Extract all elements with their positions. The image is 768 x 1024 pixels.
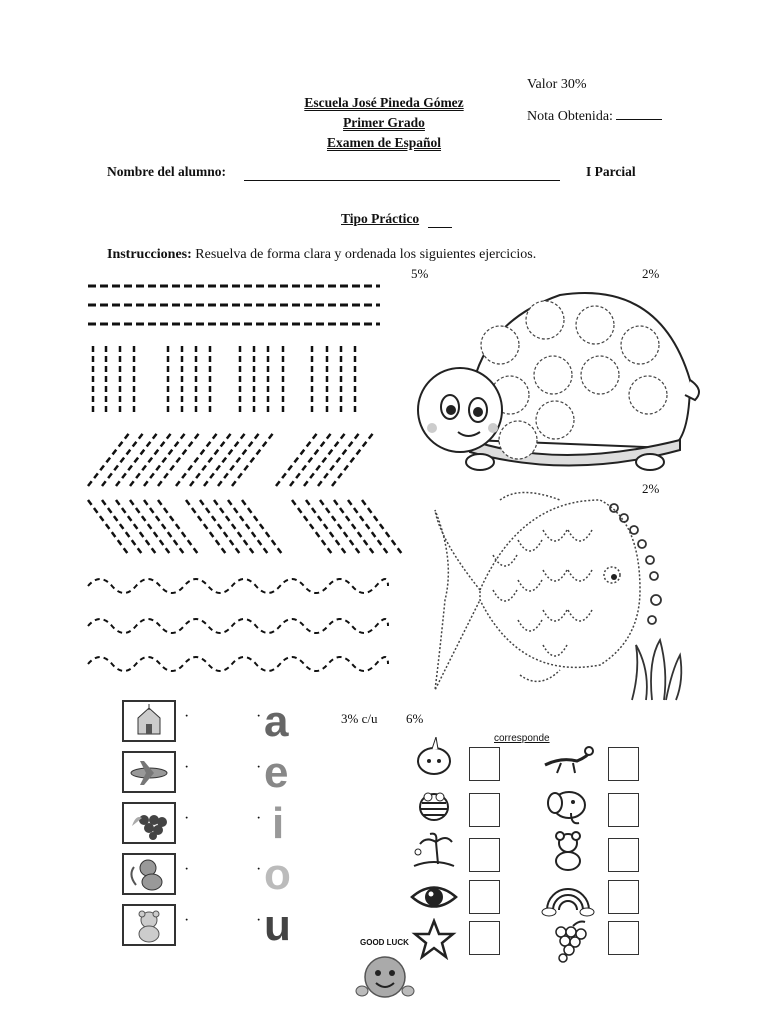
answer-box[interactable]: [608, 921, 639, 955]
vowel-i: i: [272, 799, 285, 848]
instructions-text: Resuelva de forma clara y ordenada los siguientes ejercicios.: [195, 247, 537, 262]
match-score: 6%: [406, 711, 424, 726]
fish-scale[interactable]: [568, 530, 592, 541]
match-dot[interactable]: ·: [184, 759, 190, 776]
eye-icon: [408, 876, 460, 918]
fish-score: 2%: [642, 481, 660, 496]
answer-box[interactable]: [469, 747, 500, 781]
grapes-icon: [541, 918, 595, 966]
match-dot[interactable]: ·: [184, 810, 190, 827]
island-icon: [408, 830, 460, 872]
tracing-diagonal-right[interactable]: [88, 500, 402, 554]
grade-obtained-label: Nota Obtenida:: [527, 109, 613, 124]
rainbow-icon: [541, 876, 595, 918]
fish-scale[interactable]: [543, 570, 567, 581]
student-name-label: Nombre del alumno:: [107, 164, 227, 179]
answer-box[interactable]: [469, 838, 500, 872]
vowel-score: 3% c/u: [341, 711, 378, 726]
good-luck-text: GOOD LUCK: [360, 938, 409, 947]
grapes-icon: [122, 802, 176, 844]
turtle-spot[interactable]: [499, 421, 537, 459]
turtle-icon[interactable]: [418, 293, 699, 470]
elephant-icon: [541, 785, 595, 827]
fish-scale[interactable]: [493, 555, 517, 566]
grade-title: Primer Grado: [343, 115, 425, 130]
vowel-o: o: [264, 850, 291, 899]
value-label: Valor 30%: [527, 77, 587, 92]
match-dot[interactable]: ·: [256, 708, 262, 725]
tracing-horizontal-lines[interactable]: [88, 286, 380, 324]
bear-icon: [122, 904, 176, 946]
fish-scale[interactable]: [568, 570, 592, 581]
bubble: [650, 572, 658, 580]
turtle-score: 2%: [642, 266, 660, 281]
fish-scale[interactable]: [493, 590, 517, 601]
turtle-spot[interactable]: [629, 376, 667, 414]
match-dot[interactable]: ·: [184, 912, 190, 929]
bubble: [648, 616, 656, 624]
answer-box[interactable]: [608, 838, 639, 872]
partial-label: I Parcial: [586, 164, 636, 179]
church-icon: [122, 700, 176, 742]
fish-icon[interactable]: [435, 493, 640, 691]
turtle-spot[interactable]: [576, 306, 614, 344]
turtle-spot[interactable]: [481, 326, 519, 364]
answer-box[interactable]: [608, 880, 639, 914]
vowel-u: u: [264, 901, 291, 950]
bubble: [638, 540, 646, 548]
tracing-waves[interactable]: [88, 579, 388, 671]
fish-scale[interactable]: [543, 530, 567, 541]
fish-scale[interactable]: [518, 620, 542, 631]
answer-box[interactable]: [469, 793, 500, 827]
seaweed-icon: [632, 640, 681, 700]
fish-scale[interactable]: [543, 610, 567, 621]
answer-box[interactable]: [608, 747, 639, 781]
match-dot[interactable]: ·: [256, 912, 262, 929]
unicorn-icon: [408, 737, 460, 779]
answer-box[interactable]: [469, 921, 500, 955]
school-name: Escuela José Pineda Gómez: [304, 95, 464, 110]
teddy-bear-icon: [541, 830, 595, 872]
fish-scale[interactable]: [543, 645, 567, 656]
tracing-vertical-lines[interactable]: [93, 346, 355, 412]
turtle-spot[interactable]: [536, 401, 574, 439]
correspond-title: corresponde: [494, 733, 550, 744]
turtle-spot[interactable]: [621, 326, 659, 364]
answer-box[interactable]: [608, 793, 639, 827]
turtle-spot[interactable]: [526, 301, 564, 339]
bubble: [630, 526, 638, 534]
match-dot[interactable]: ·: [184, 861, 190, 878]
match-dot[interactable]: ·: [256, 861, 262, 878]
instructions-label: Instrucciones:: [107, 247, 192, 262]
monkey-icon: [122, 853, 176, 895]
iguana-icon: [541, 737, 595, 779]
bubble: [646, 556, 654, 564]
airplane-icon: [122, 751, 176, 793]
exam-title: Examen de Español: [326, 135, 442, 150]
match-dot[interactable]: ·: [184, 708, 190, 725]
fish-scale[interactable]: [518, 540, 542, 551]
tracing-diagonal-left[interactable]: [88, 432, 374, 486]
match-dot[interactable]: ·: [256, 810, 262, 827]
bubble: [651, 595, 661, 605]
answer-box[interactable]: [469, 880, 500, 914]
fish-scale[interactable]: [568, 610, 592, 621]
tracing-score: 5%: [411, 266, 429, 281]
bee-icon: [408, 785, 460, 827]
fish-scale[interactable]: [518, 580, 542, 591]
turtle-spot[interactable]: [581, 356, 619, 394]
vowel-e: e: [264, 748, 289, 797]
turtle-spot[interactable]: [534, 356, 572, 394]
bubbles-icon: [610, 504, 661, 624]
section-title: Tipo Práctico: [341, 211, 420, 226]
match-dot[interactable]: ·: [256, 759, 262, 776]
bubble: [620, 514, 628, 522]
vowel-a: a: [264, 697, 289, 746]
good-luck-sticker: [350, 935, 420, 1005]
